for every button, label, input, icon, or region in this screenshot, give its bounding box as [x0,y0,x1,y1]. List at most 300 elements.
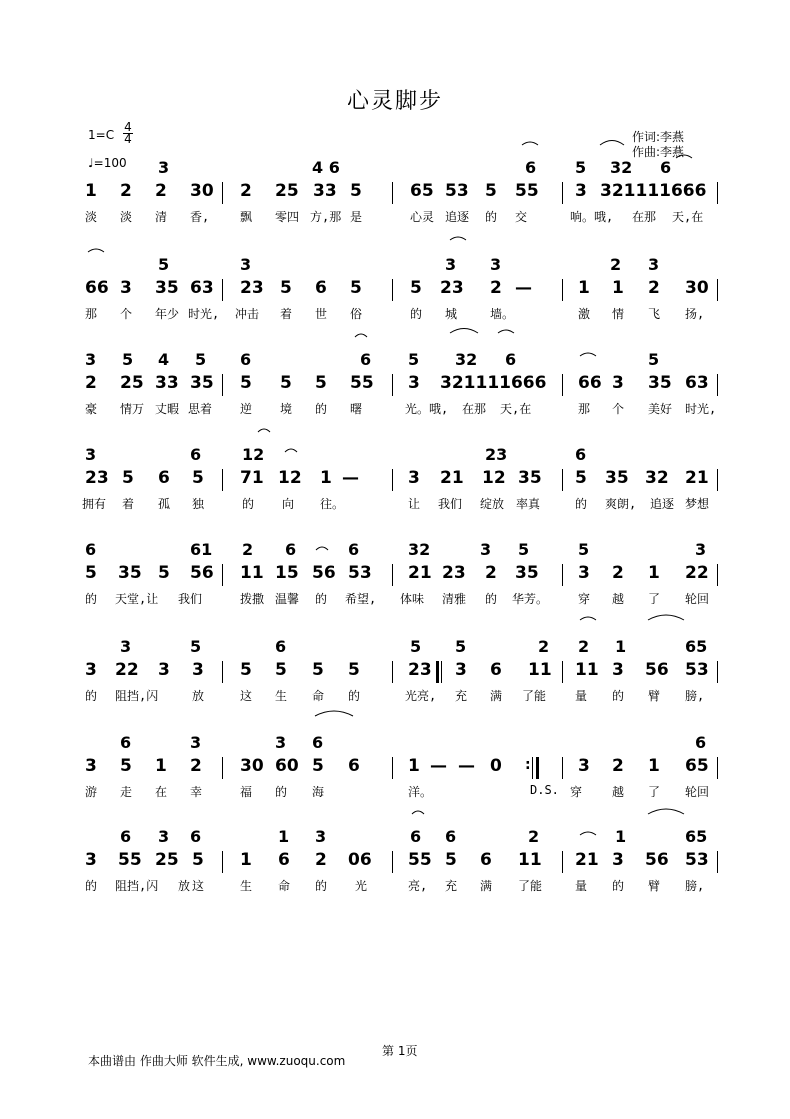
note: 5 [350,278,362,298]
lyric: 了 [648,785,661,799]
note: 11 [518,850,542,870]
lyric: 时光, [685,402,717,416]
ds-marker: D.S. [530,783,559,797]
note: 5 [350,181,362,201]
note: 6 [315,278,327,298]
lyric: 膀, [685,689,705,703]
lyric: 福 [240,785,253,799]
lyric: 越 [612,592,625,606]
slur-arc [522,142,538,145]
page-number: 第 1页 [382,1044,418,1058]
upper-note: 5 [410,637,422,656]
upper-note: 6 [525,158,537,177]
note: 3 [612,660,624,680]
upper-note: 6 [120,827,132,846]
lyric: 游 [85,785,98,799]
lyric: 阻挡,闪 [115,879,159,893]
lyric: 的 [410,307,423,321]
lyric: 这 [240,689,253,703]
lyric: 世 [315,307,328,321]
lyric: 美好 [648,402,673,416]
note: 3 [578,756,590,776]
lyric: 情 [612,307,625,321]
lyric: 的 [612,689,625,703]
lyricist-credit: 作词:李燕 [632,130,685,144]
upper-note: 5 [648,350,660,369]
upper-note: 6 [120,733,132,752]
lyric: 着 [280,307,293,321]
lyric: 情万 [120,402,145,416]
note: — [342,468,359,488]
lyric: 轮回 [685,592,710,606]
lyric: 曙 [350,402,363,416]
lyric: 绽放 [480,497,505,511]
note: 63 [685,373,709,393]
upper-note: 4 [158,350,170,369]
note: 55 [350,373,374,393]
slur-arc [676,155,692,158]
note: 5 [312,660,324,680]
note: 53 [685,660,709,680]
lyric: 墙。 [490,307,515,321]
note: 5 [120,756,132,776]
slur-arc [315,711,353,716]
lyric: 走 [120,785,133,799]
note: 3 [85,850,97,870]
lyric: 量 [575,689,588,703]
note: 3 [85,756,97,776]
upper-note: 5 [518,540,530,559]
lyric: 往。 [320,497,345,511]
lyric: 丈暇 [155,402,180,416]
lyric: 生 [275,689,288,703]
lyric: 穿 [578,592,591,606]
lyric: 充 [445,879,458,893]
note: 5 [312,756,324,776]
upper-note: 3 [315,827,327,846]
lyric: 阻挡,闪 [115,689,159,703]
upper-note: 5 [575,158,587,177]
lyric: 在 [155,785,168,799]
note: 66 [85,278,109,298]
lyric: 淡 [85,210,98,224]
lyric: 希望, [345,592,377,606]
lyric: 时光, [188,307,220,321]
note: 5 [348,660,360,680]
note: 3 [455,660,467,680]
lyric: 我们 [438,497,463,511]
lyric: 在那 [462,402,487,416]
note: — [430,756,447,776]
upper-note: 12 [242,445,265,464]
lyric: 追逐 [650,497,675,511]
lyric: 命 [312,689,325,703]
slur-arc [88,249,104,252]
slur-arc [258,429,270,432]
upper-note: 3 [490,255,502,274]
upper-note: 2 [578,637,590,656]
upper-note: 3 [190,733,202,752]
upper-note: 32 [610,158,633,177]
upper-note: 3 [648,255,660,274]
slur-arc [355,334,367,337]
lyric: 方,那 [310,210,342,224]
note: 5 [445,850,457,870]
upper-note: 6 [275,637,287,656]
lyric: 放 [178,879,191,893]
upper-note: 2 [610,255,622,274]
upper-note: 65 [685,637,708,656]
lyric: 光。哦, [405,402,449,416]
note: 65 [685,756,709,776]
lyric: 满 [490,689,503,703]
upper-note: 6 [505,350,517,369]
note: 56 [645,850,669,870]
note: 2 [315,850,327,870]
lyric: 境 [280,402,293,416]
lyric: 充 [455,689,468,703]
upper-note: 5 [578,540,590,559]
lyric: 飘 [240,210,253,224]
note: 55 [408,850,432,870]
lyric: 追逐 [445,210,470,224]
lyric: 天堂,让 [115,592,159,606]
note: 5 [315,373,327,393]
upper-note: 6 [240,350,252,369]
upper-note: 5 [408,350,420,369]
slur-arc [580,617,596,620]
note: 6 [158,468,170,488]
upper-note: 65 [685,827,708,846]
note: 12 [482,468,506,488]
lyric: 淡 [120,210,133,224]
lyric: 着 [122,497,135,511]
note: 65 [410,181,434,201]
note: — [515,278,532,298]
lyric: 香, [190,210,210,224]
lyric: 在那 [632,210,657,224]
upper-note: 4 6 [312,158,340,177]
upper-note: 6 [312,733,324,752]
note: 321111666 [440,373,547,393]
note: 30 [240,756,264,776]
note: 3 [575,181,587,201]
note: 3 [120,278,132,298]
lyric: 率真 [516,497,541,511]
lyric: 放 [192,689,205,703]
note: 2 [490,278,502,298]
lyric: 的 [275,785,288,799]
note: 35 [190,373,214,393]
upper-note: 5 [122,350,134,369]
note: 55 [118,850,142,870]
note: 60 [275,756,299,776]
upper-note: 3 [275,733,287,752]
note: 6 [348,756,360,776]
note: 2 [85,373,97,393]
note: 12 [278,468,302,488]
lyric: 穿 [570,785,583,799]
note: 56 [645,660,669,680]
lyric: 个 [612,402,625,416]
note: 66 [578,373,602,393]
lyric: 豪 [85,402,98,416]
note: 71 [240,468,264,488]
note: 21 [408,563,432,583]
note: 3 [85,660,97,680]
lyric: 量 [575,879,588,893]
lyric: 俗 [350,307,363,321]
upper-note: 1 [615,637,627,656]
upper-note: 3 [85,445,97,464]
note: 35 [118,563,142,583]
note: 1 [85,181,97,201]
lyric: 了能 [522,689,547,703]
upper-note: 61 [190,540,213,559]
note: 06 [348,850,372,870]
lyric: 天,在 [500,402,532,416]
note: 25 [275,181,299,201]
upper-note: 6 [85,540,97,559]
note: 23 [408,660,432,680]
note: 55 [515,181,539,201]
note: 5 [485,181,497,201]
key-signature: 1=C [88,128,115,142]
note: 3 [612,373,624,393]
note: 2 [190,756,202,776]
upper-note: 6 [695,733,707,752]
note: 25 [120,373,144,393]
note: 25 [155,850,179,870]
note: 3 [408,468,420,488]
note: 22 [115,660,139,680]
upper-note: 32 [455,350,478,369]
slur-arc [580,353,596,356]
note: 21 [575,850,599,870]
slur-arc [600,141,624,146]
lyric: 膀, [685,879,705,893]
note: 23 [85,468,109,488]
note: 11 [528,660,552,680]
slur-arc [450,237,466,240]
note: 5 [240,373,252,393]
lyric: 让 [408,497,421,511]
lyric: 的 [242,497,255,511]
note: 1 [612,278,624,298]
note: 6 [278,850,290,870]
note: 2 [485,563,497,583]
note: 53 [348,563,372,583]
lyric: 个 [120,307,133,321]
note: — [458,756,475,776]
lyric: 生 [240,879,253,893]
lyric: 体味 [400,592,425,606]
lyric: 轮回 [685,785,710,799]
lyric: 那 [578,402,591,416]
note: 15 [275,563,299,583]
lyric: 拥有 [82,497,107,511]
note: 30 [685,278,709,298]
footer-credit: 本曲谱由 作曲大师 软件生成, www.zuoqu.com [88,1054,346,1068]
upper-note: 6 [410,827,422,846]
lyric: 零四 [275,210,300,224]
lyric: 飞 [648,307,661,321]
time-denominator: 4 [124,132,132,146]
lyric: 的 [485,592,498,606]
note: 56 [190,563,214,583]
lyric: 的 [315,402,328,416]
note: 5 [280,278,292,298]
note: 1 [320,468,332,488]
slur-arc [285,449,297,452]
note: 33 [155,373,179,393]
note: 21 [440,468,464,488]
note: 23 [442,563,466,583]
lyric: 的 [315,879,328,893]
note: 22 [685,563,709,583]
lyric: 城 [445,307,458,321]
upper-note: 3 [445,255,457,274]
note: 2 [240,181,252,201]
time-numerator: 4 [124,120,132,134]
lyric: 扬, [685,307,705,321]
note: 35 [648,373,672,393]
lyric: 心灵 [410,210,435,224]
lyric: 思着 [188,402,213,416]
lyric: 年少 [155,307,180,321]
lyric: 洋。 [408,785,433,799]
note: 53 [685,850,709,870]
note: 5 [410,278,422,298]
upper-note: 2 [528,827,540,846]
slur-arc [580,832,596,835]
lyric: 越 [612,785,625,799]
note: 1 [648,563,660,583]
note: 2 [612,756,624,776]
upper-note: 1 [278,827,290,846]
upper-note: 5 [455,637,467,656]
lyric: 幸 [190,785,203,799]
lyric: 的 [85,879,98,893]
note: 3 [578,563,590,583]
note: 23 [240,278,264,298]
lyric: 光亮, [405,689,437,703]
lyric: 的 [575,497,588,511]
note: 0 [490,756,502,776]
lyric: 逆 [240,402,253,416]
lyric: 的 [485,210,498,224]
note: 35 [515,563,539,583]
upper-note: 6 [348,540,360,559]
upper-note: 23 [485,445,508,464]
upper-note: 6 [445,827,457,846]
lyric: 清 [155,210,168,224]
upper-note: 2 [242,540,254,559]
note: 1 [578,278,590,298]
note: 5 [575,468,587,488]
note: 30 [190,181,214,201]
upper-note: 3 [240,255,252,274]
lyric: 交 [515,210,528,224]
lyric: 的 [85,689,98,703]
note: 5 [122,468,134,488]
note: 11 [575,660,599,680]
upper-note: 1 [615,827,627,846]
lyric: 这 [192,879,205,893]
lyric: 爽朗, [605,497,637,511]
note: 53 [445,181,469,201]
note: 1 [240,850,252,870]
lyric: 向 [282,497,295,511]
note: 5 [192,850,204,870]
lyric: 光 [355,879,368,893]
lyric: 拨撒 [240,592,265,606]
lyric: 的 [85,592,98,606]
note: 5 [275,660,287,680]
upper-note: 6 [660,158,672,177]
note: 5 [192,468,204,488]
upper-note: 6 [190,445,202,464]
note: 6 [490,660,502,680]
note: 2 [155,181,167,201]
lyric: 温馨 [275,592,300,606]
lyric: 臂 [648,689,661,703]
lyric: 梦想 [685,497,710,511]
lyric: 孤 [158,497,171,511]
note: 5 [280,373,292,393]
lyric: 海 [312,785,325,799]
note: 1 [408,756,420,776]
upper-note: 32 [408,540,431,559]
slur-arc [316,547,328,550]
lyric: 臂 [648,879,661,893]
note: 21 [685,468,709,488]
song-title: 心灵脚步 [346,89,443,114]
lyric: 的 [348,689,361,703]
lyric: 独 [192,497,205,511]
lyric: 的 [315,592,328,606]
note: 1 [648,756,660,776]
upper-note: 3 [695,540,707,559]
note: 321111666 [600,181,707,201]
note: 3 [408,373,420,393]
upper-note: 5 [158,255,170,274]
upper-note: 5 [190,637,202,656]
lyric: 天,在 [672,210,704,224]
lyric: 满 [480,879,493,893]
lyric: 了 [648,592,661,606]
note: 35 [518,468,542,488]
note: 32 [645,468,669,488]
lyric: 那 [85,307,98,321]
note: 11 [240,563,264,583]
note: 63 [190,278,214,298]
note: 5 [240,660,252,680]
lyric: 命 [278,879,291,893]
slur-arc [412,811,424,814]
note: 6 [480,850,492,870]
upper-note: 3 [120,637,132,656]
upper-note: 3 [85,350,97,369]
upper-note: 3 [158,827,170,846]
lyric: 了能 [518,879,543,893]
lyric: 清雅 [442,592,467,606]
lyric: 响。哦, [570,210,614,224]
note: 2 [612,563,624,583]
note: 35 [605,468,629,488]
note: 5 [158,563,170,583]
note: 3 [192,660,204,680]
